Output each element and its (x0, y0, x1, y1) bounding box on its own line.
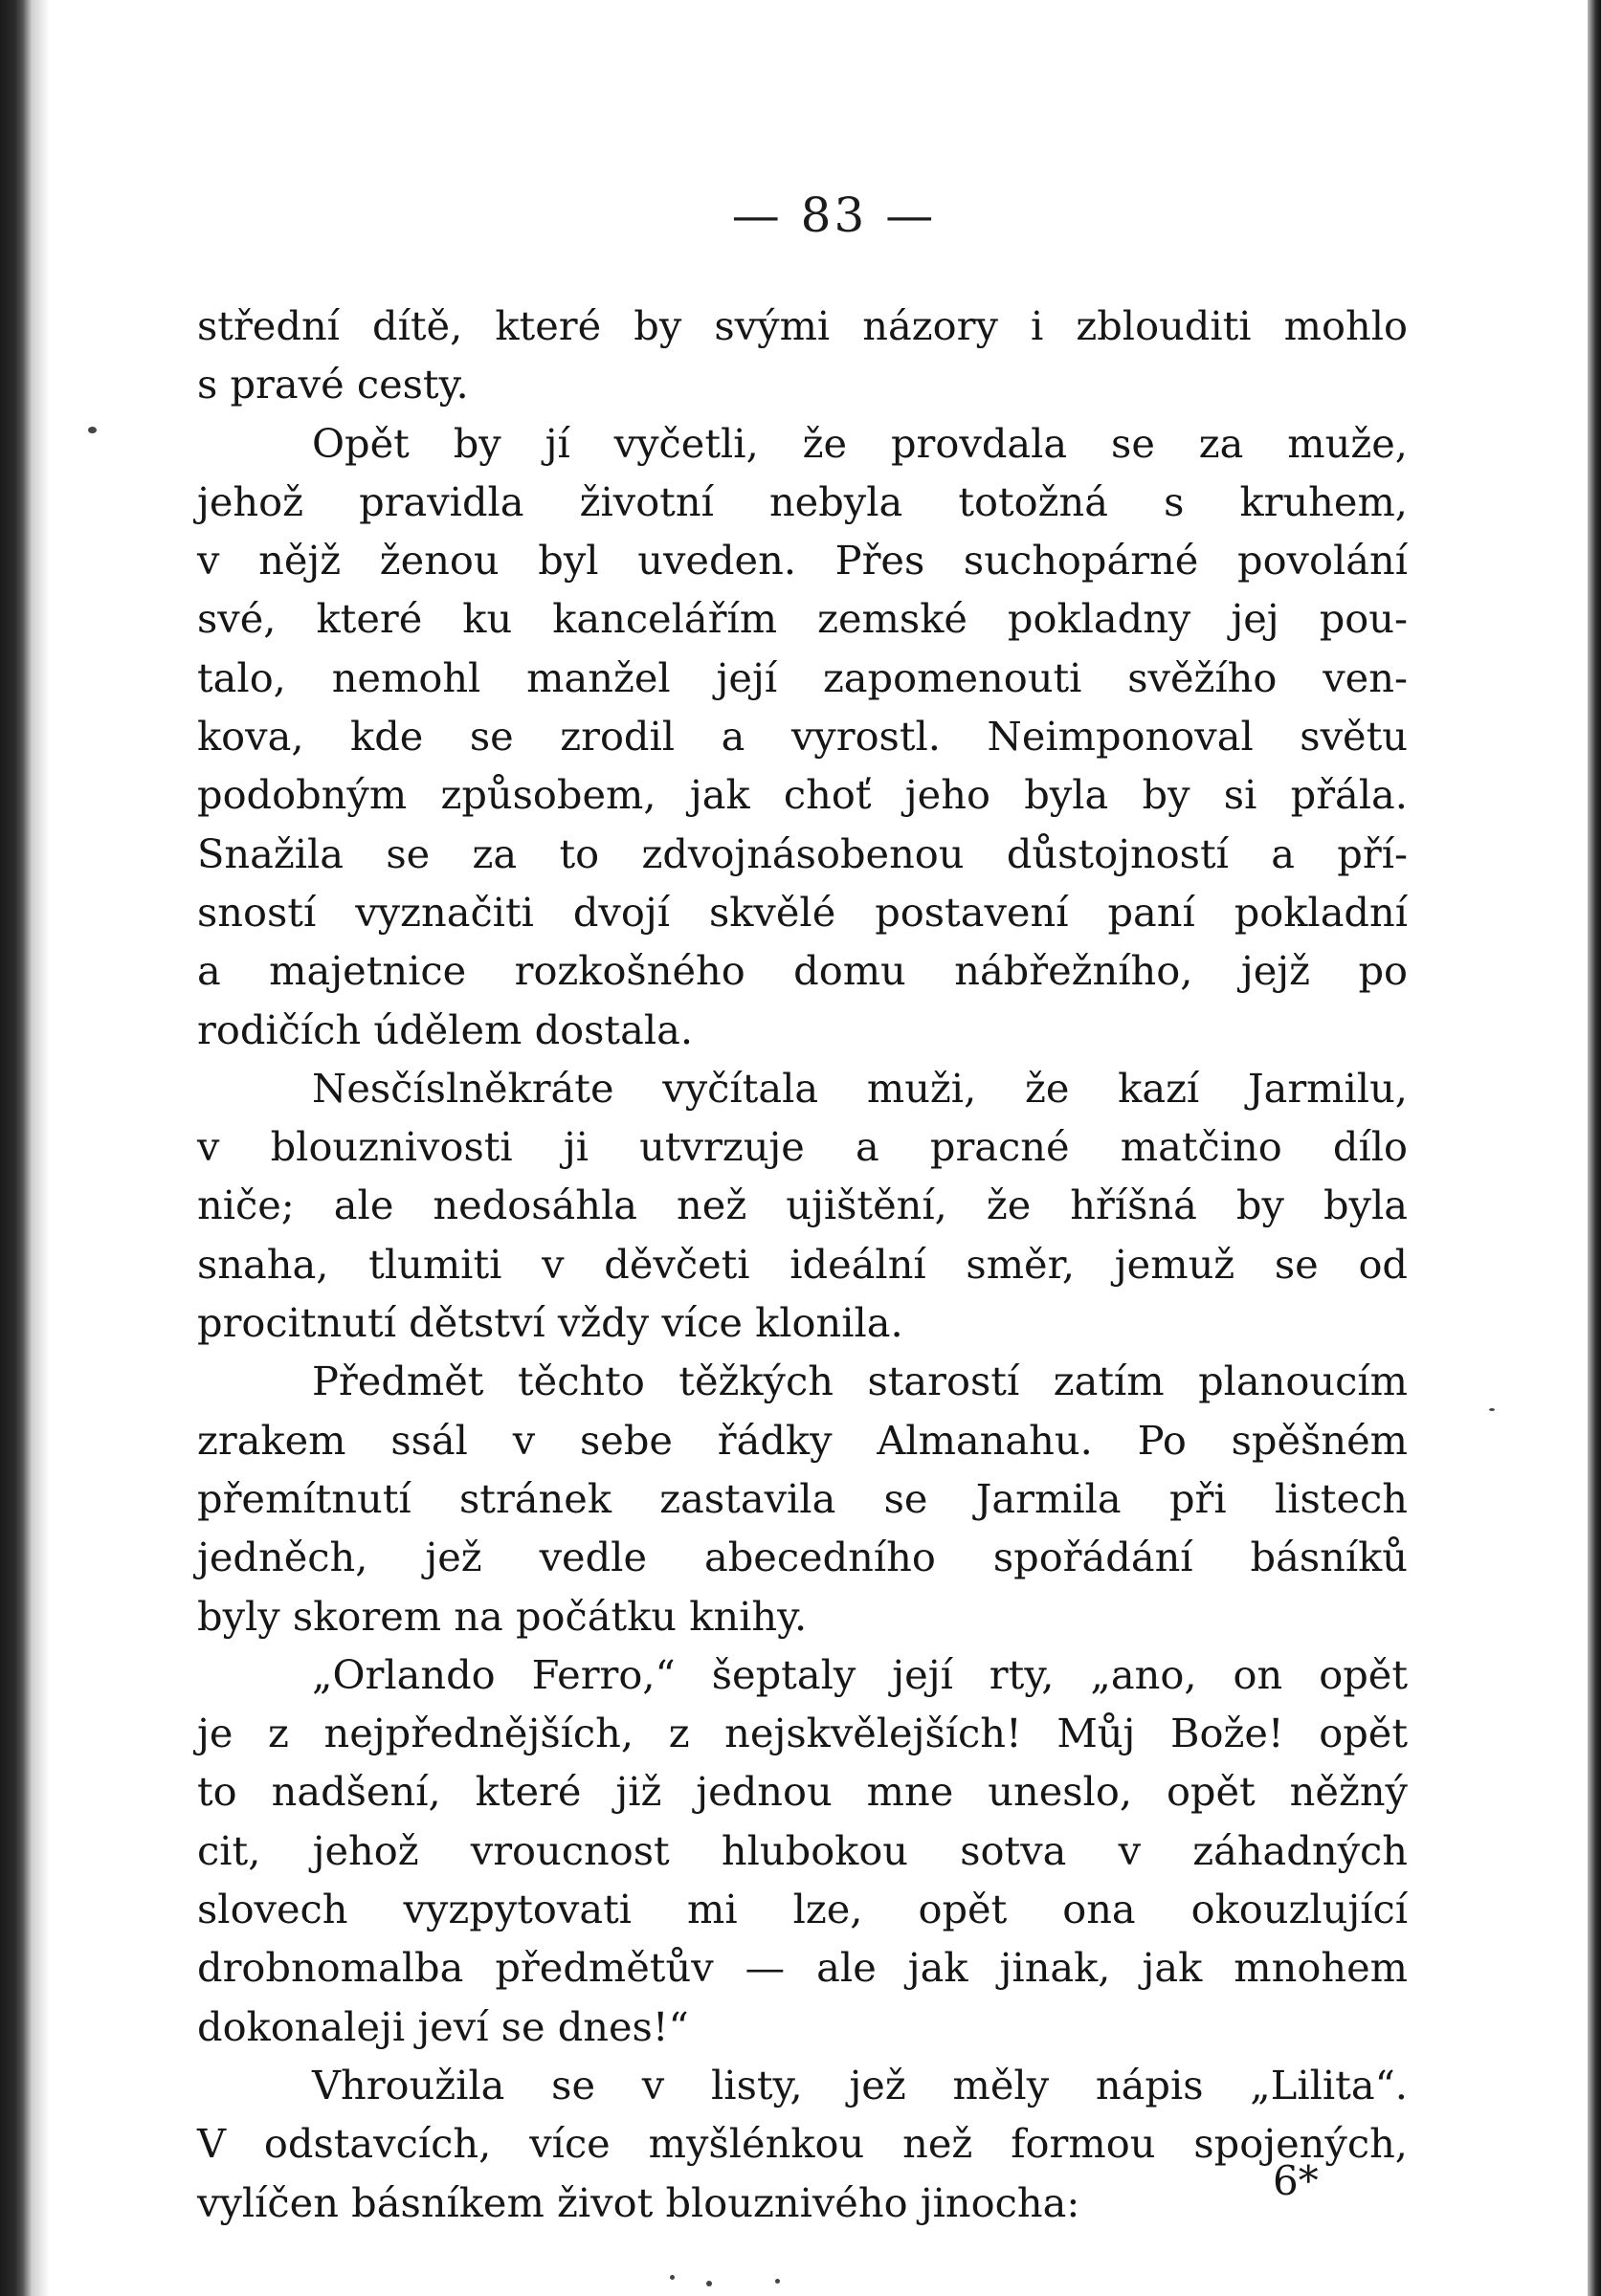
printer-signature-mark: 6* (1273, 2157, 1319, 2204)
text-line: procitnutí dětství vždy více klonila. (197, 1299, 903, 1347)
page-number: — 83 — (731, 188, 937, 243)
text-line: to nadšení, které již jednou mne uneslo, opět něžný (197, 1768, 1408, 1816)
text-line: V odstavcích, více myšlénkou než formou spojených, (197, 2120, 1408, 2168)
scan-speck (670, 2275, 675, 2280)
body-text (197, 297, 1408, 2232)
text-line: Nesčíslněkráte vyčítala muži, že kazí Jarmilu, (312, 1064, 1408, 1112)
text-line: Opět by jí vyčetli, že provdala se za muže, (312, 419, 1408, 467)
text-line: je z nejpřednějších, z nejskvělejších! Můj Bože! opět (197, 1710, 1408, 1757)
text-line: sností vyznačiti dvojí skvělé postavení paní pokladní (197, 888, 1408, 936)
text-line: zrakem ssál v sebe řádky Almanahu. Po spěšném (197, 1416, 1408, 1464)
text-line: přemítnutí stránek zastavila se Jarmila při listech (197, 1474, 1408, 1522)
text-line: niče; ale nedosáhla než ujištění, že hříšná by byla (197, 1181, 1408, 1229)
text-line: talo, nemohl manžel její zapomenouti svěžího ven- (197, 653, 1408, 701)
text-line: vylíčen básníkem život blouznivého jinocha: (197, 2178, 1080, 2226)
text-line: Předmět těchto těžkých starostí zatím planoucím (312, 1358, 1408, 1405)
text-line: střední dítě, které by svými názory i zblouditi mohlo (197, 302, 1408, 349)
book-binding-edge (0, 0, 33, 2296)
text-line: své, které ku kancelářím zemské pokladny jej pou- (197, 595, 1408, 643)
text-line: a majetnice rozkošného domu nábřežního, jejž po (197, 947, 1408, 995)
scan-speck (1489, 1408, 1495, 1411)
text-line: cit, jehož vroucnost hlubokou sotva v záhadných (197, 1826, 1408, 1874)
scan-speck (88, 427, 97, 433)
scan-speck (706, 2281, 712, 2286)
text-line: rodičích údělem dostala. (197, 1005, 694, 1053)
binding-shadow (33, 0, 50, 2296)
text-line: snaha, tlumiti v děvčeti ideální směr, jemuž se od (197, 1240, 1408, 1288)
text-line: s pravé cesty. (197, 361, 469, 408)
text-line: jedněch, jež vedle abecedního spořádání básníků (197, 1534, 1408, 1581)
scan-speck (775, 2279, 780, 2284)
text-line: dokonaleji jeví se dnes!“ (197, 2002, 689, 2050)
text-line: byly skorem na počátku knihy. (197, 1592, 808, 1640)
text-line: jehož pravidla životní nebyla totožná s kruhem, (197, 477, 1408, 525)
text-line: Snažila se za to zdvojnásobenou důstojností a pří- (197, 829, 1408, 877)
text-line: v blouznivosti ji utvrzuje a pracné matčino dílo (197, 1123, 1408, 1171)
text-line: slovech vyzpytovati mi lze, opět ona okouzlující (197, 1886, 1408, 1933)
text-line: podobným způsobem, jak choť jeho byla by si přála. (197, 771, 1408, 819)
text-line: „Orlando Ferro,“ šeptaly její rty, „ano, on opět (312, 1650, 1408, 1698)
text-line: Vhroužila se v listy, jež měly nápis „Lilita“. (312, 2061, 1408, 2108)
text-line: drobnomalba předmětův — ale jak jinak, jak mnohem (197, 1944, 1408, 1992)
page-right-edge (1588, 0, 1601, 2296)
text-line: kova, kde se zrodil a vyrostl. Neimponoval světu (197, 713, 1408, 761)
text-line: v nějž ženou byl uveden. Přes suchopárné povolání (197, 537, 1408, 585)
